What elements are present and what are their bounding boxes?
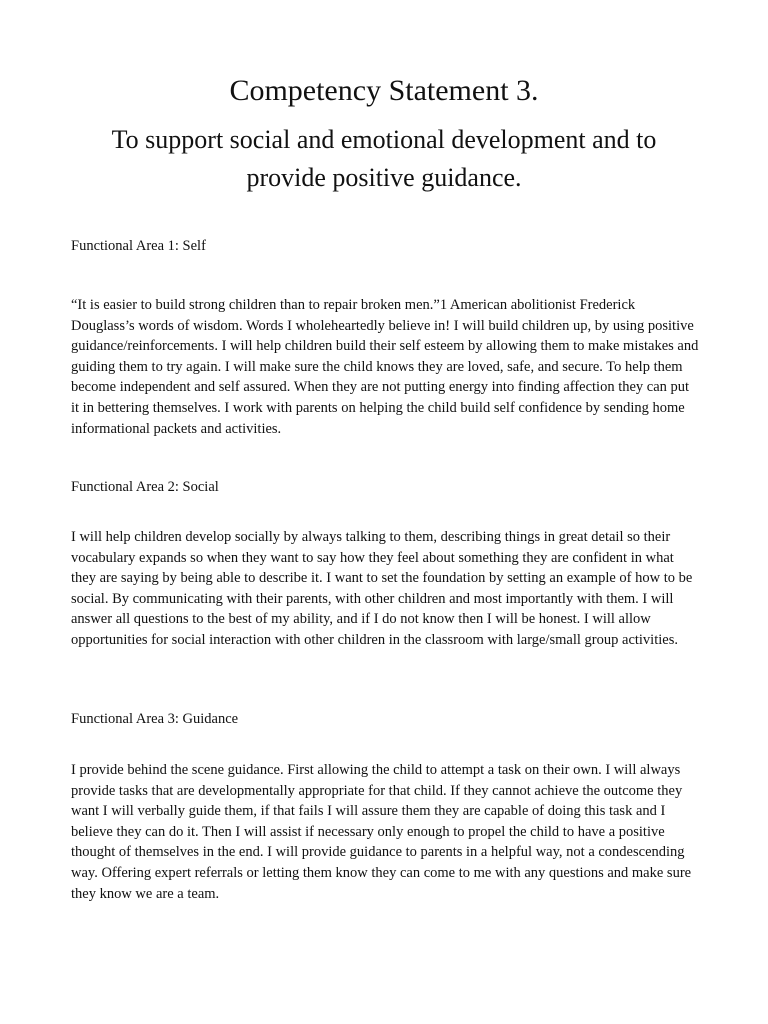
section-body-social: I will help children develop socially by always talking to them, describing things in great detail so their vocabulary expands so when they want to say how they feel about something they are confident in what they are saying by being able to describe it. I want to set the foundation by setting an example of how to be social. By communicating with their parents, with other children and most importantly with them. I will answer all questions to the best of my ability, and if I do not know then I will be honest. I will allow opportunities for social interaction with other children in the classroom with large/small group activities. <box>71 529 693 648</box>
section-body-self: “It is easier to build strong children than to repair broken men.”1 American abolitionist Frederick Douglass’s words of wisdom. Words I wholeheartedly believe in! I will build children up, by using positive guidance/reinforcements. I will help children build their self esteem by allowing them to make mistakes and guiding them to try again. I will make sure the child knows they are loved, safe, and secure. To help them become independent and self assured. When they are not putting energy into finding affection they can put it in bettering themselves. I work with parents on helping the child build self confidence by sending home informational packets and activities. <box>71 297 699 437</box>
section-heading-social: Functional Area 2: Social <box>71 479 219 495</box>
section-body-guidance: I provide behind the scene guidance. First allowing the child to attempt a task on their own. I will always provide tasks that are developmentally appropriate for that child. If they cannot achieve the outcome they want I will verbally guide them, if that fails I will assure them they are capable of doing this task and I believe they can do it. Then I will assist if necessary only enough to propel the child to have a positive thought of themselves in the end. I will provide guidance to parents in a helpful way, not a condescending way. Offering expert referrals or letting them know they can come to me with any questions and make sure they know we are a team. <box>71 762 692 902</box>
section-heading-self: Functional Area 1: Self <box>71 238 206 254</box>
section-heading-guidance: Functional Area 3: Guidance <box>71 711 239 727</box>
document-subtitle: To support social and emotional development and to provide positive guidance. <box>111 125 657 192</box>
document-title: Competency Statement 3. <box>229 74 539 107</box>
